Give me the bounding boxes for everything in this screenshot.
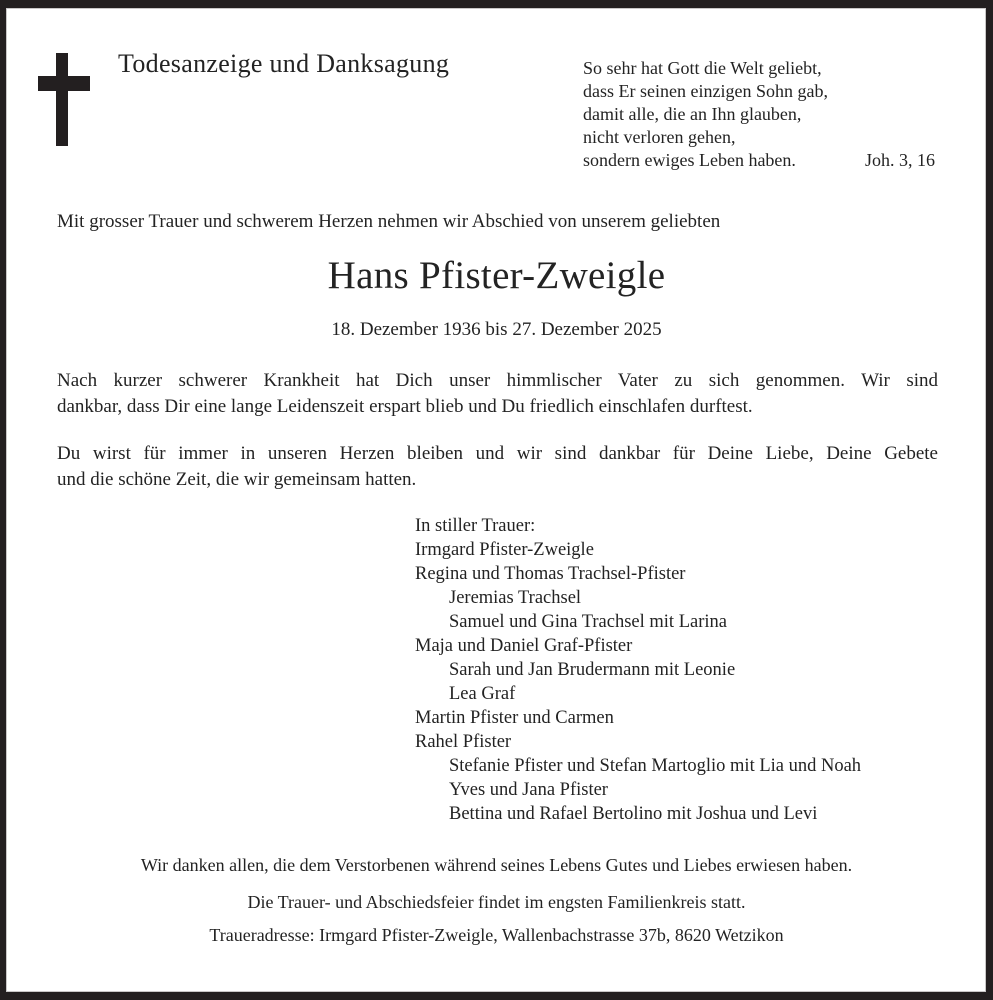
mourner-line: Bettina und Rafael Bertolino mit Joshua und Levi (449, 804, 818, 824)
life-dates: 18. Dezember 1936 bis 27. Dezember 2025 (331, 319, 662, 340)
mourner-line: Lea Graf (449, 684, 516, 704)
paragraph-line: Nach kurzer schwerer Krankheit hat Dich unser himmlischer Vater zu sich genommen. Wir sind (57, 370, 938, 391)
closing-address-line: Traueradresse: Irmgard Pfister-Zweigle, Wallenbachstrasse 37b, 8620 Wetzikon (209, 925, 784, 945)
paragraph-line: dankbar, dass Dir eine lange Leidenszeit erspart blieb und Du friedlich einschlafen durftest. (57, 396, 753, 417)
closing-ceremony-line: Die Trauer- und Abschiedsfeier findet im engsten Familienkreis statt. (247, 892, 746, 912)
scripture-ref-line (583, 149, 935, 172)
scripture-quote (583, 57, 935, 172)
mourner-line: Maja und Daniel Graf-Pfister (415, 636, 633, 656)
mourner-line: Regina und Thomas Trachsel-Pfister (415, 564, 686, 584)
intro-line: Mit grosser Trauer und schwerem Herzen nehmen wir Abschied von unserem geliebten (57, 211, 721, 232)
mourner-line: Jeremias Trachsel (449, 588, 582, 608)
notice-type-title: Todesanzeige und Danksagung (118, 49, 450, 78)
mourners-heading: In stiller Trauer: (415, 516, 536, 536)
deceased-name: Hans Pfister-Zweigle (327, 254, 666, 297)
mourner-line: Stefanie Pfister und Stefan Martoglio mit Lia und Noah (449, 756, 862, 776)
mourner-line: Irmgard Pfister-Zweigle (415, 540, 594, 560)
closing-thanks-line: Wir danken allen, die dem Verstorbenen während seines Lebens Gutes und Liebes erwiesen haben. (140, 855, 853, 875)
mourner-line: Rahel Pfister (415, 732, 512, 752)
mourner-line: Martin Pfister und Carmen (415, 708, 614, 728)
cross-icon (38, 53, 90, 146)
scripture-line: dass Er seinen einzigen Sohn gab, (583, 81, 828, 101)
scripture-reference: Joh. 3, 16 (864, 150, 935, 170)
scripture-line: sondern ewiges Leben haben. (583, 150, 796, 170)
paragraph-line: Du wirst für immer in unseren Herzen bleiben und wir sind dankbar für Deine Liebe, Deine Gebete (57, 443, 938, 464)
scripture-line: So sehr hat Gott die Welt geliebt, (583, 58, 822, 78)
scripture-line: nicht verloren gehen, (583, 127, 736, 147)
mourner-line: Yves und Jana Pfister (449, 780, 608, 800)
scripture-line: damit alle, die an Ihn glauben, (583, 104, 802, 124)
body-paragraph (57, 368, 938, 420)
mourner-line: Sarah und Jan Brudermann mit Leonie (449, 660, 736, 680)
paragraph-line: und die schöne Zeit, die wir gemeinsam hatten. (57, 469, 417, 490)
body-paragraph (57, 441, 938, 493)
mourners-list (415, 514, 861, 826)
mourner-line: Samuel und Gina Trachsel mit Larina (449, 612, 727, 632)
